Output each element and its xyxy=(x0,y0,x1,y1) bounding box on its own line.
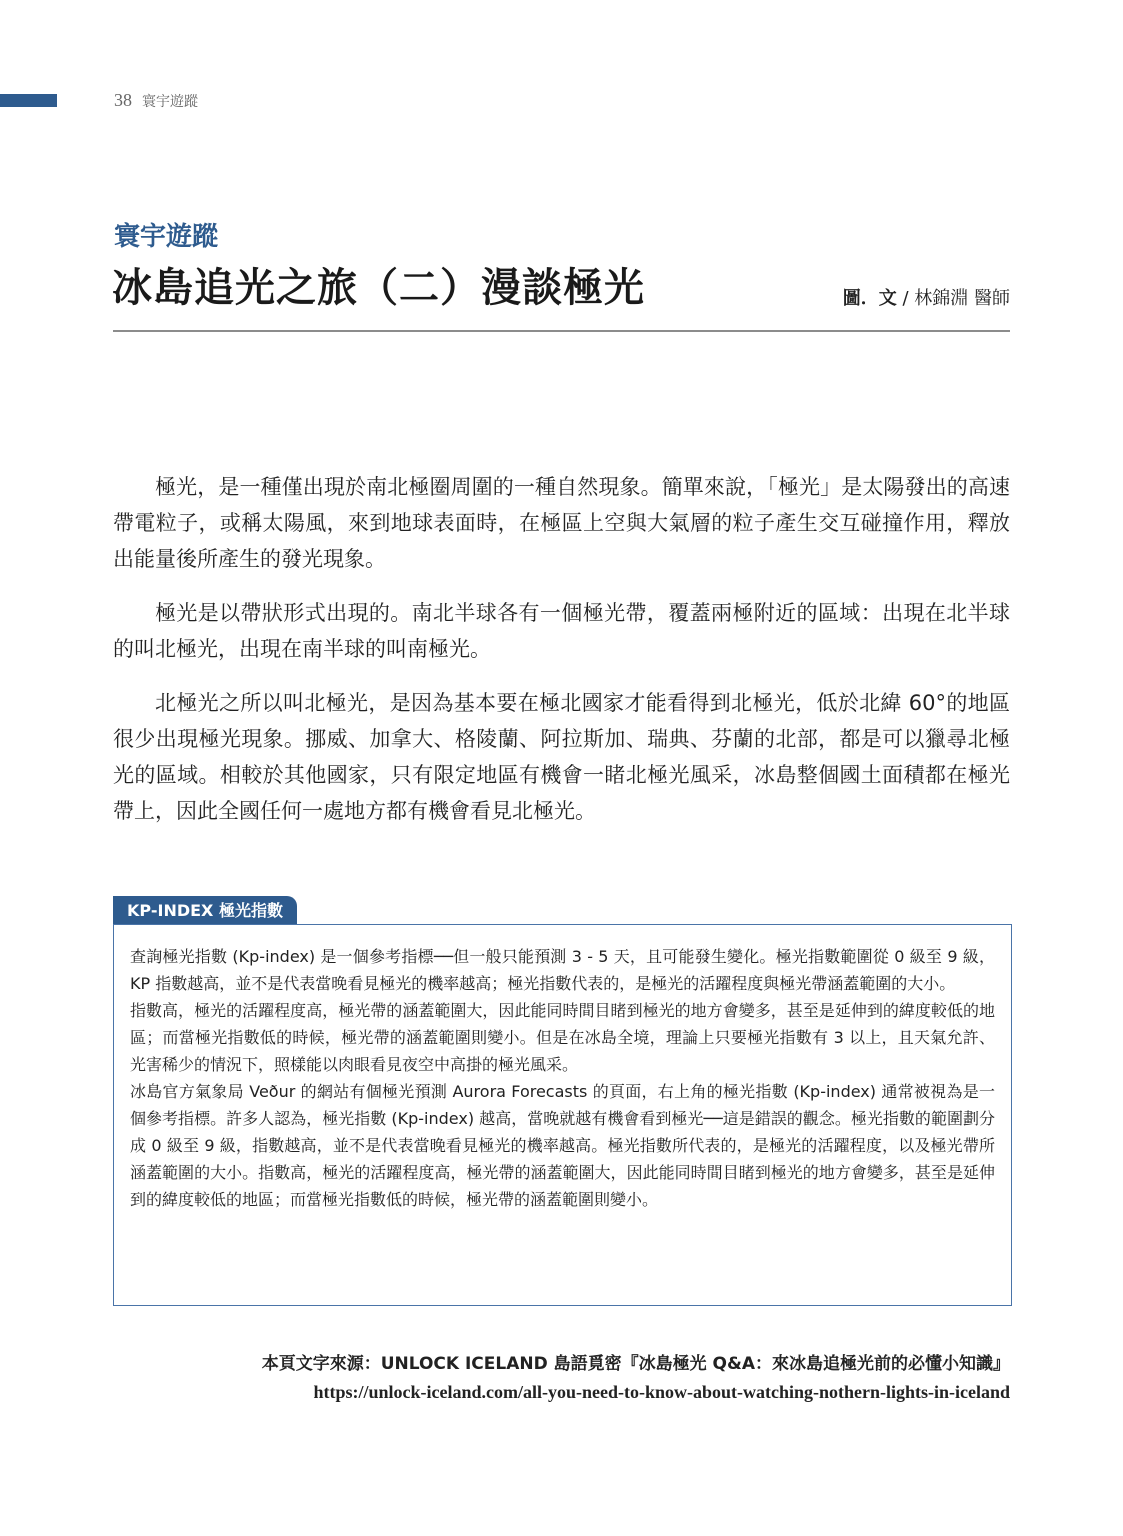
title-divider xyxy=(113,330,1010,332)
article-body xyxy=(113,469,1010,847)
kp-index-box xyxy=(113,924,1012,1306)
source-url: https://unlock-iceland.com/all-you-need-to-know-about-watching-nothern-lights-in-iceland xyxy=(313,1382,1010,1402)
body-paragraph: 極光，是一種僅出現於南北極圈周圍的一種自然現象。簡單來說，「極光」是太陽發出的高速帶電粒子，或稱太陽風，來到地球表面時，在極區上空與大氣層的粒子產生交互碰撞作用，釋放出能量後所產生的發光現象。 xyxy=(113,475,1010,571)
page-title: 冰島追光之旅（二）漫談極光 xyxy=(112,265,645,311)
kp-paragraph: 冰島官方氣象局 Veður 的網站有個極光預測 Aurora Forecasts 的頁面，右上角的極光指數 (Kp-index) 通常被視為是一個參考指標。許多人認為，極光指數 (Kp-index) 越高，當晚就越有機會看到極光──這是錯誤的觀念。極光指數的範圍劃分成 0 級至 9 級，指數越高，並不是代表當晚看見極光的機率越高。極光指數所代表的，是極光的活躍程度，以及極光帶所涵蓋範圍的大小。指數高，極光的活躍程度高，極光帶的涵蓋範圍大，因此能同時間目睹到極光的地方會變多，甚至是延伸到的緯度較低的地區；而當極光指數低的時候，極光帶的涵蓋範圍則變小。 xyxy=(130,1082,995,1209)
kp-paragraph: 指數高，極光的活躍程度高，極光帶的涵蓋範圍大，因此能同時間目睹到極光的地方會變多，甚至是延伸到的緯度較低的地區；而當極光指數低的時候，極光帶的涵蓋範圍則變小。但是在冰島全境，理論上只要極光指數有 3 以上，且天氣允許、光害稀少的情況下，照樣能以肉眼看見夜空中高掛的極光風采。 xyxy=(130,1001,995,1074)
byline-author: / 林錦淵 醫師 xyxy=(902,288,1010,309)
section-label: 寰宇遊蹤 xyxy=(114,222,219,252)
kp-paragraph: 查詢極光指數 (Kp-index) 是一個參考指標──但一般只能預測 3 - 5 天，且可能發生變化。極光指數範圍從 0 級至 9 級，KP 指數越高，並不是代表當晚看見極光的機率越高；極光指數代表的，是極光的活躍程度與極光帶涵蓋範圍的大小。 xyxy=(130,947,995,993)
source-line: 本頁文字來源：UNLOCK ICELAND 島語覓密『冰島極光 Q&A：來冰島追極光前的必懂小知識』 xyxy=(261,1354,1010,1374)
header-accent-bar xyxy=(0,94,57,107)
source-credit xyxy=(262,1350,1010,1406)
body-paragraph: 北極光之所以叫北極光，是因為基本要在極北國家才能看得到北極光，低於北緯 60°的地區很少出現極光現象。挪威、加拿大、格陵蘭、阿拉斯加、瑞典、芬蘭的北部，都是可以獵尋北極光的區域。相較於其他國家，只有限定地區有機會一睹北極光風采，冰島整個國土面積都在極光帶上，因此全國任何一處地方都有機會看見北極光。 xyxy=(113,691,1010,823)
page-number: 38 xyxy=(114,90,132,110)
kp-index-label: KP-INDEX 極光指數 xyxy=(113,896,297,925)
byline xyxy=(843,284,1010,310)
byline-role: 圖．文 xyxy=(842,288,897,309)
body-paragraph: 極光是以帶狀形式出現的。南北半球各有一個極光帶，覆蓋兩極附近的區域：出現在北半球的叫北極光，出現在南半球的叫南極光。 xyxy=(113,601,1010,661)
running-head-section: 寰宇遊蹤 xyxy=(142,94,198,110)
running-head xyxy=(114,90,198,111)
